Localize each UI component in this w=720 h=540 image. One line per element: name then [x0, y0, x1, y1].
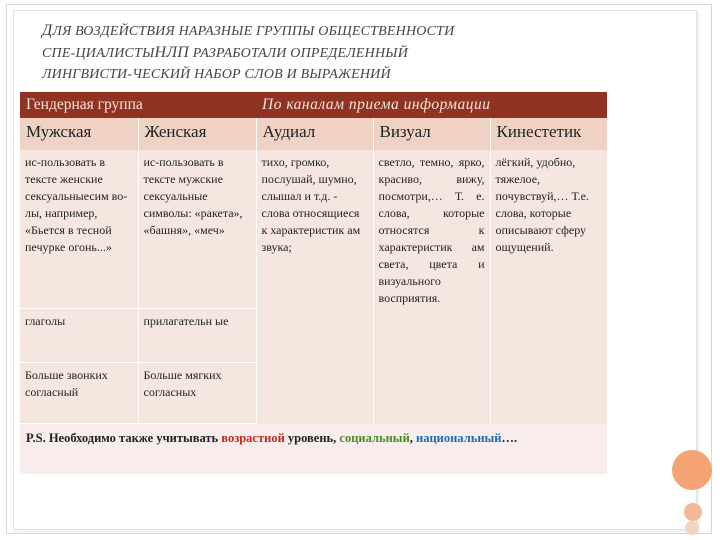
- col-female: Женская: [138, 118, 256, 150]
- decor-circle-small: [685, 521, 699, 535]
- ps-note: [20, 424, 607, 475]
- col-audial: Аудиал: [256, 118, 373, 150]
- cell-audial: тихо, громко, послушай, шумно, слышал и т.д. - слова относящиеся к характеристик ам звука;: [256, 150, 373, 424]
- decor-circle-medium: [684, 503, 702, 521]
- cell-female-3: Больше мягких согласных: [138, 363, 256, 424]
- cell-male-2: глаголы: [20, 309, 138, 363]
- col-kinesthetic: Кинестетик: [490, 118, 607, 150]
- title-line-2a: СПЕ-ЦИАЛИСТЫ: [42, 46, 155, 61]
- ps-age: возрастной: [221, 431, 285, 445]
- header-info-channels: По каналам приема информации: [256, 92, 607, 118]
- ps-national: национальный: [416, 431, 502, 445]
- slide-title: [42, 20, 602, 85]
- words-table: [20, 92, 608, 474]
- cell-male-3: Больше звонких согласный: [20, 363, 138, 424]
- ps-text-1: P.S. Необходимо также учитывать: [26, 431, 222, 445]
- decor-circle-large: [672, 450, 712, 490]
- header-gender-group: Гендерная группа: [20, 92, 256, 118]
- title-nlp: НЛП: [154, 44, 190, 61]
- title-line-2c: РАЗРАБОТАЛИ ОПРЕДЕЛЕННЫЙ: [189, 46, 409, 61]
- cell-male-1: ис-пользовать в тексте женские сексуальныесим во-лы, например, «Бьется в тесной печурке огонь...»: [20, 150, 138, 309]
- ps-text-3: ,: [409, 431, 417, 445]
- ps-text-2: уровень,: [284, 431, 340, 445]
- ps-social: социальный: [339, 431, 410, 445]
- cell-visual: светло, темно, ярко, красиво, вижу, посмотри,… Т. е. слова, которые относятся к характеристик ам света, цвета и визуального восприятия.: [373, 150, 490, 424]
- col-visual: Визуал: [373, 118, 490, 150]
- cell-female-2: прилагательн ые: [138, 309, 256, 363]
- cell-kinesthetic: лёгкий, удобно, тяжелое, почувствуй,… Т.е. слова, которые описывают сферу ощущений.: [490, 150, 607, 424]
- title-line-1: ЛЯ ВОЗДЕЙСТВИЯ НАРАЗНЫЕ ГРУППЫ ОБЩЕСТВЕННОСТИ: [52, 24, 455, 39]
- ps-text-4: ….: [501, 431, 518, 445]
- title-first-letter: Д: [42, 22, 53, 39]
- title-line-3: ЛИНГВИСТИ-ЧЕСКИЙ НАБОР СЛОВ И ВЫРАЖЕНИЙ: [42, 67, 391, 82]
- col-male: Мужская: [20, 118, 138, 150]
- cell-female-1: ис-пользовать в тексте мужские сексуальные символы: «ракета», «башня», «меч»: [138, 150, 256, 309]
